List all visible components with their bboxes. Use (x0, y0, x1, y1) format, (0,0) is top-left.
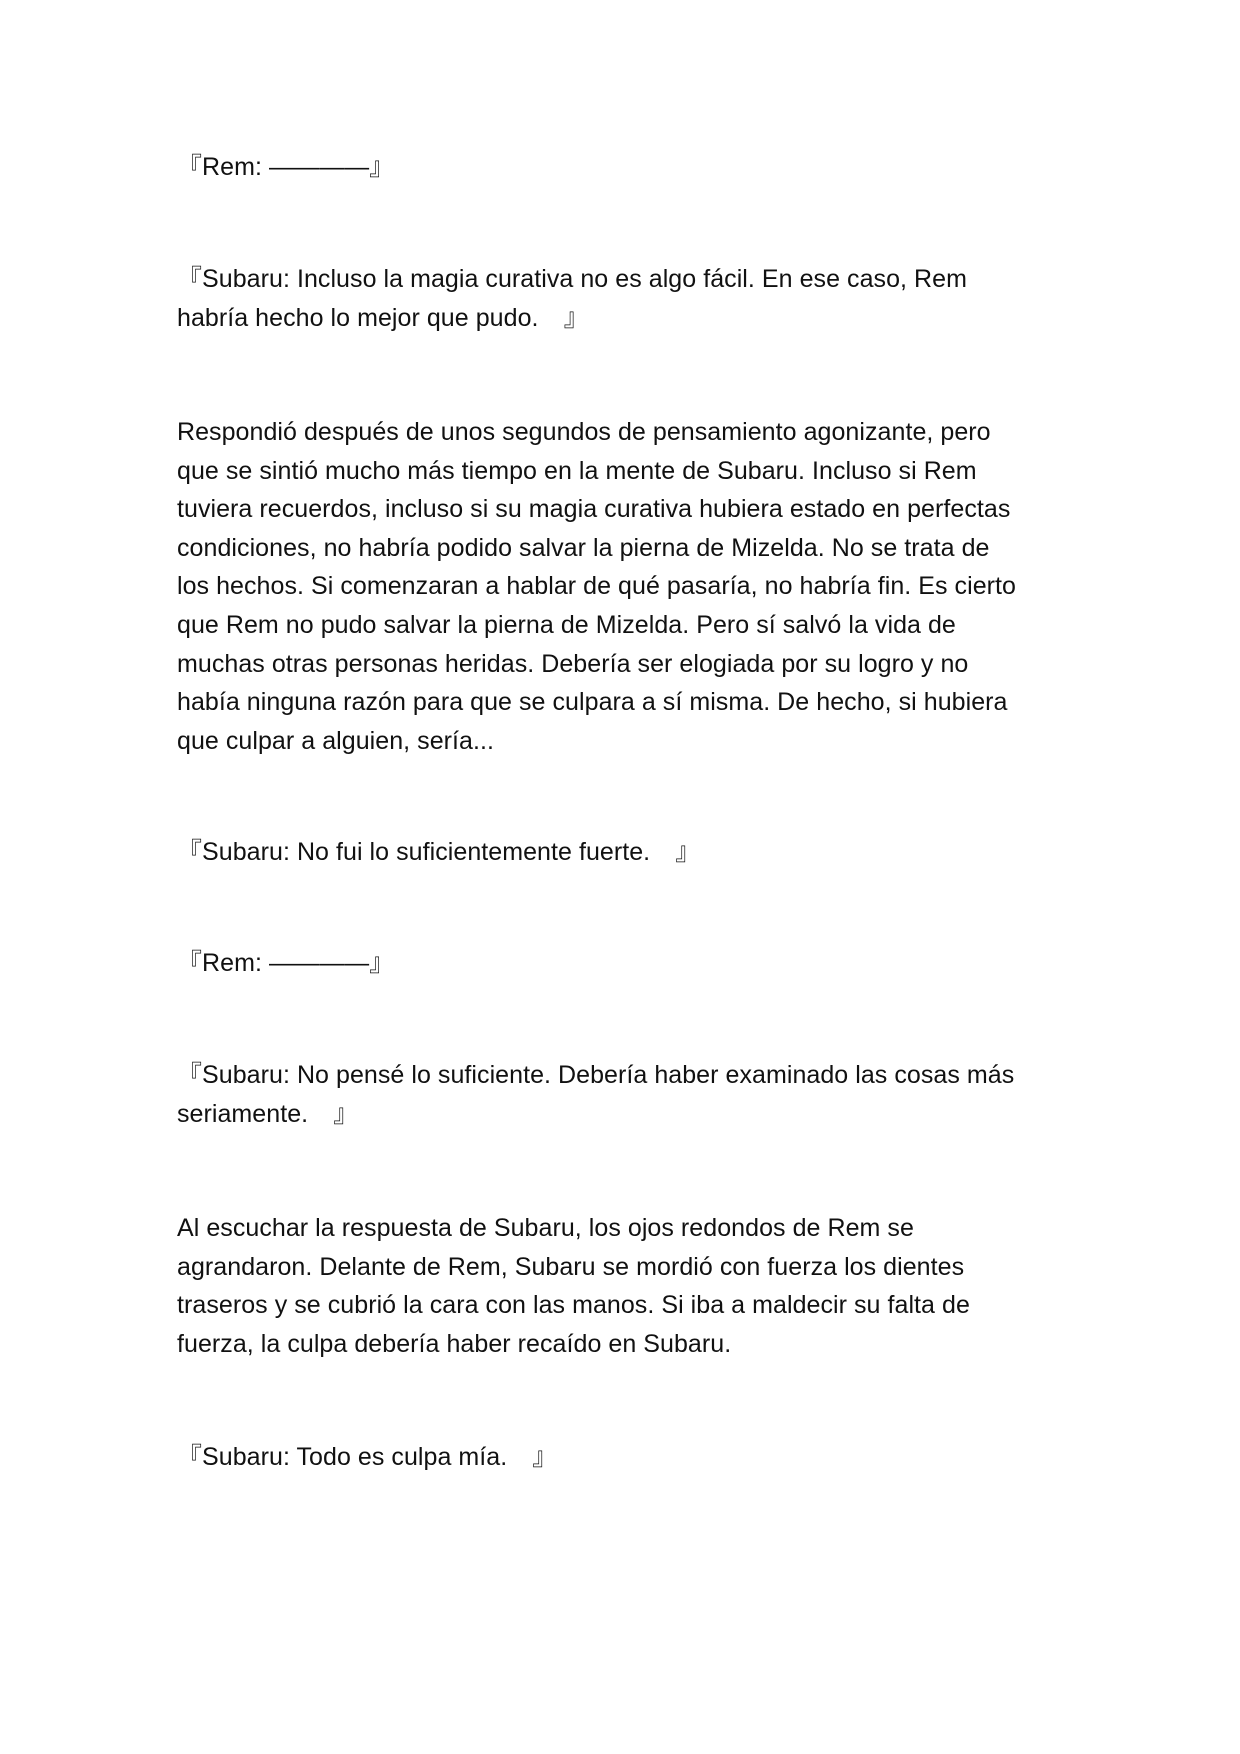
dialogue-rem-1: 『Rem: ————』 (177, 153, 395, 181)
narration-paragraph-2: Al escuchar la respuesta de Subaru, los ojos redondos de Rem se agrandaron. Delante de Rem, Subaru se mordió con fuerza los dientes traseros y se cubrió la cara con las manos. Si iba a maldecir su falta de fuerza, la culpa debería haber recaído en Subaru. (177, 1214, 970, 1358)
dialogue-subaru-2: 『Subaru: No fui lo suficientemente fuerte. 』 (177, 838, 701, 866)
dialogue-rem-2: 『Rem: ————』 (177, 949, 395, 977)
dialogue-subaru-3: 『Subaru: No pensé lo suficiente. Debería haber examinado las cosas más seriamente. 』 (177, 1061, 1015, 1128)
dialogue-subaru-4: 『Subaru: Todo es culpa mía. 』 (177, 1443, 558, 1471)
narration-paragraph-1: Respondió después de unos segundos de pensamiento agonizante, pero que se sintió mucho más tiempo en la mente de Subaru. Incluso si Rem tuviera recuerdos, incluso si su magia curativa hubiera estado en perfectas condiciones, no habría podido salvar la pierna de Mizelda. No se trata de los hechos. Si comenzaran a hablar de qué pasaría, no habría fin. Es cierto que Rem no pudo salvar la pierna de Mizelda. Pero sí salvó la vida de muchas otras personas heridas. Debería ser elogiada por su logro y no había ninguna razón para que se culpara a sí misma. De hecho, si hubiera que culpar a alguien, sería... (177, 418, 1016, 755)
dialogue-subaru-1: 『Subaru: Incluso la magia curativa no es algo fácil. En ese caso, Rem habría hecho lo mejor que pudo. 』 (177, 265, 967, 332)
